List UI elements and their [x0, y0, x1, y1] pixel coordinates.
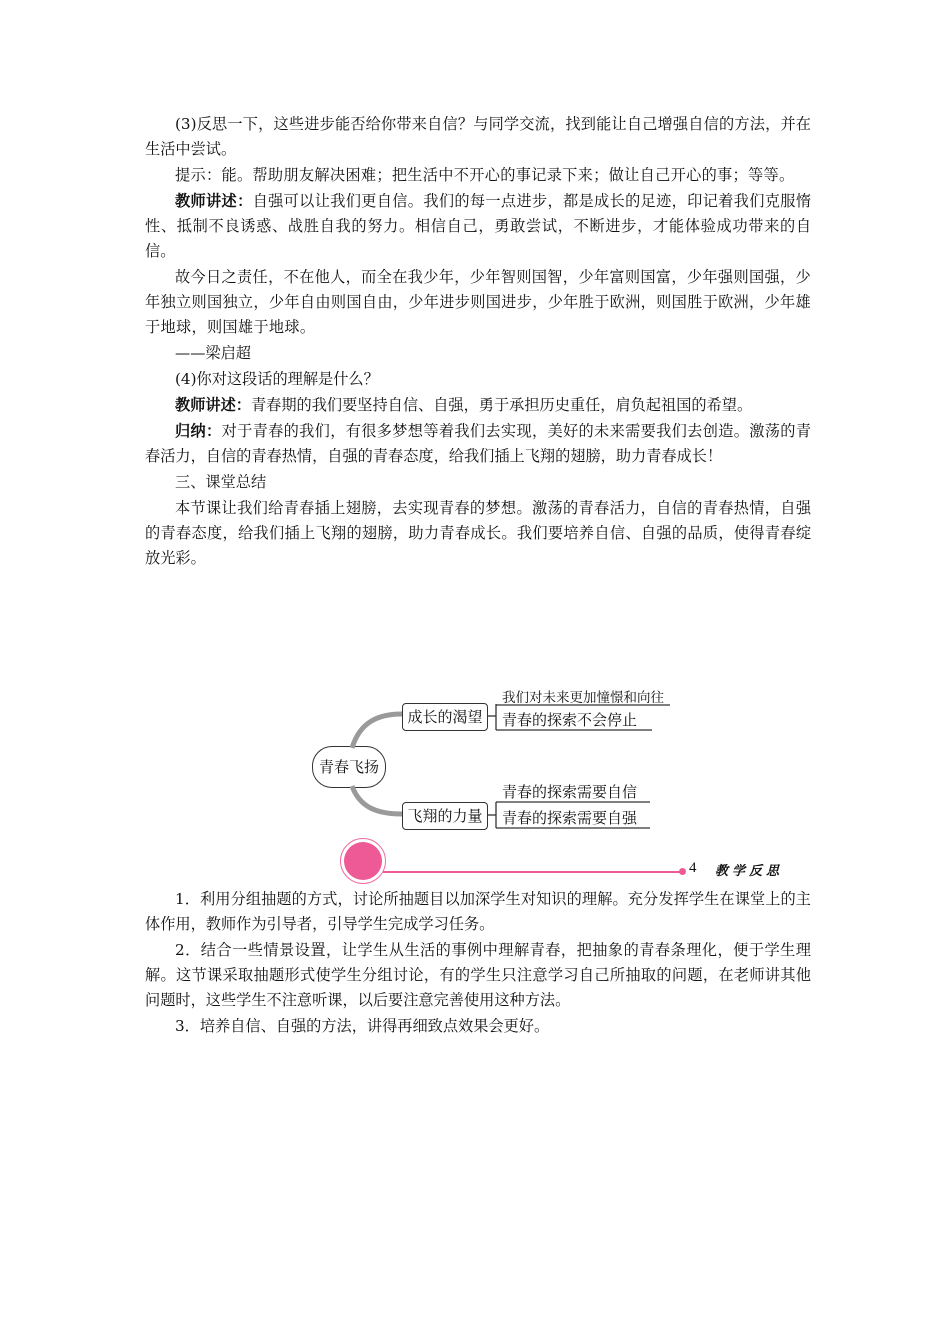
mindmap-leaf: 青春的探索不会停止 [502, 711, 638, 729]
mindmap-branch-flying-power: 飞翔的力量 [402, 802, 488, 830]
section-number: 4 [689, 860, 697, 876]
paragraph-quote: 故今日之责任，不在他人，而全在我少年，少年智则国智，少年富则国富，少年强则国强，少年独立则国独立，少年自由则国自由，少年进步则国进步，少年胜于欧洲，则国胜于欧洲，少年雄于地球，则国雄于地球。 [145, 268, 811, 336]
paragraph-question-3: (3)反思一下，这些进步能否给你带来自信？与同学交流，找到能让自己增强自信的方法，并在生活中尝试。 [145, 115, 811, 158]
reflection-item-1: 1．利用分组抽题的方式，讨论所抽题目以加深学生对知识的理解。充分发挥学生在课堂上的主体作用，教师作为引导者，引导学生完成学习任务。 [145, 890, 811, 933]
teacher-talk-label: 教师讲述： [175, 192, 253, 210]
teacher-talk-label: 教师讲述： [175, 396, 251, 414]
summary-label: 归纳： [175, 422, 222, 440]
mindmap-center-node: 青春飞扬 [312, 746, 386, 788]
paragraph-class-summary: 本节课让我们给青春插上翅膀，去实现青春的梦想。激荡的青春活力，自信的青春热情，自强的青春态度，给我们插上飞翔的翅膀，助力青春成长。我们要培养自信、自强的品质，使得青春绽放光彩。 [145, 499, 811, 567]
paragraph-summary [145, 419, 811, 469]
paragraph-teacher-talk-2 [145, 393, 811, 418]
document-body [145, 112, 811, 572]
section-heading-class-summary: 三、课堂总结 [175, 473, 267, 491]
teacher-talk-text: 青春期的我们要坚持自信、自强，勇于承担历史重任，肩负起祖国的希望。 [250, 396, 753, 414]
teacher-talk-text: 自强可以让我们更自信。我们的每一点进步，都是成长的足迹，印记着我们克服惰性、抵制不良诱惑、战胜自我的努力。相信自己，勇敢尝试，不断进步，才能体验成功带来的自信。 [145, 192, 812, 260]
section-header-teaching-reflection [145, 838, 811, 894]
section-dot [679, 868, 686, 875]
summary-text: 对于青春的我们，有很多梦想等着我们去实现，美好的未来需要我们去创造。激荡的青春活力，自信的青春热情，自强的青春态度，给我们插上飞翔的翅膀，助力青春成长！ [145, 422, 812, 465]
paragraph-question-4: (4)你对这段话的理解是什么？ [175, 370, 379, 388]
mindmap-leaf: 青春的探索需要自信 [502, 783, 638, 801]
quote-author: ——梁启超 [175, 344, 251, 362]
section-title: 教学反思 [715, 864, 784, 879]
section-circle-fill [344, 842, 382, 880]
paragraph-teacher-talk-1 [145, 189, 811, 264]
section-underline [383, 871, 683, 873]
mindmap-leaf: 我们对未来更加憧憬和向往 [502, 690, 664, 706]
reflection-item-2: 2．结合一些情景设置，让学生从生活的事例中理解青春，把抽象的青春条理化，便于学生理解。这节课采取抽题形式使学生分组讨论，有的学生只注意学习自己所抽取的问题，在老师讲其他问题时，这些学生不注意听课，以后要注意完善使用这种方法。 [145, 941, 811, 1009]
paragraph-hint: 提示：能。帮助朋友解决困难；把生活中不开心的事记录下来；做让自己开心的事；等等。 [175, 166, 795, 184]
reflection-body [145, 887, 811, 1040]
mindmap-leaf: 青春的探索需要自强 [502, 809, 638, 827]
reflection-item-3: 3．培养自信、自强的方法，讲得再细致点效果会更好。 [175, 1017, 550, 1035]
mindmap-branch-growth-desire: 成长的渴望 [402, 703, 488, 731]
